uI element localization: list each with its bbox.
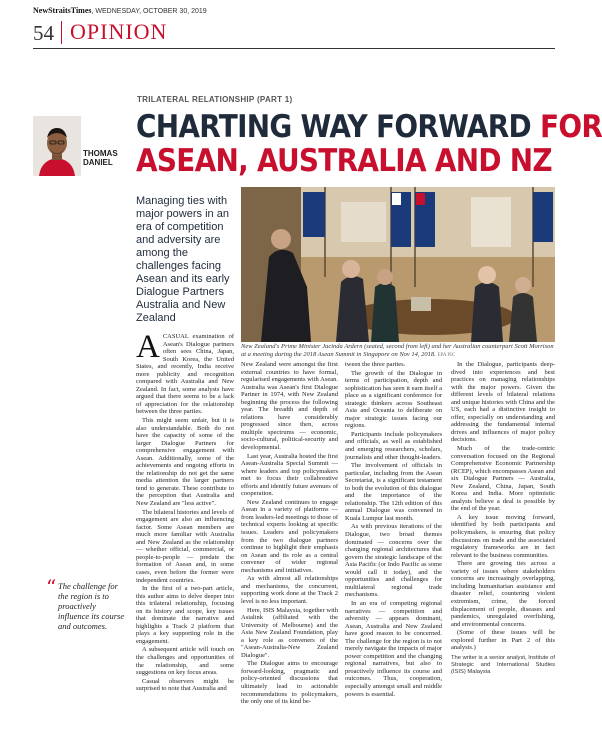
paragraph: The growth of the Dialogue in terms of participation, depth and sophistication has seen it earn itself a place as a significant conference for strategic thinkers across Southeast Asia and Oceania to deliberate on major strategic issues facing our regions. [345,369,442,430]
author-last-name: DANIEL [83,158,113,167]
masthead [33,6,207,15]
photo-caption [241,343,557,359]
paragraph: ACASUAL examination of Asean's Dialogue partners often sees China, Japan, South Korea, the United States, and recently, India receive more publicity and recognition compared with Australia and New Zealand. In fact, some analysts have argued that there seems to be a lack of appreciation for the relationship between the three parties. [136,329,234,416]
paragraph: tween the three parties. [345,361,406,368]
paragraph: Much of the trade-centric conversation focused on the Regional Comprehensive Economic Partnership (RCEP), which encompasses Asean and six Dialogue Partners — Australia, New Zealand, China, Japan, South Korea and India. More optimistic analysts believe a deal is possible by the end of the year. [451,445,555,513]
paragraph: New Zealand were amongst the first external countries to have formal, regularised engagements with Asean. Australia was Asean's first Dialogue Partner in 1974, with New Zealand beginning the process the following year. The breadth and depth of relations have considerably progressed since then, across multiple spectrums — economic, socio-cultural, political-security and developmental. [241,361,338,452]
author-first-name: THOMAS [83,149,118,158]
headline [136,109,602,179]
paragraph: There are growing ties across a variety of issues where stakeholders concerns are increasingly overlapping, including humanitarian assistance and disaster relief, countering violent extremism, crime, the forced displacement of people, diseases and pandemics, unregulated overfishing, and environmental concerns. [451,560,555,628]
headline-line2: ASEAN, AUSTRALIA AND NZ [136,143,552,179]
paragraph: Casual observers might be surprised to note that Australia and [136,677,234,693]
paragraph: In the Dialogue, participants deep-dived into experiences and best practices on managing relationships with the major powers. Given the different levels of bilateral relations and unique histories with China and the US, each had a distinctive insight to offer, especially on understanding and addressing the fundamental internal drives and influences of major policy decisions. [451,361,555,444]
pull-quote: The challenge for the region is to proactively influence its course and outcomes. [58,581,125,631]
article-kicker: TRILATERAL RELATIONSHIP (PART 1) [137,95,293,104]
paragraph: Participants include policymakers and officials, as well as established and emerging researchers, scholars, journalists and other thought-leaders. [345,430,442,461]
masthead-brand: NewStraitsTimes [33,6,92,15]
photo-credit: EPA PIC [437,352,456,358]
headline-line1: CHARTING WAY FORWARD [136,109,532,145]
paragraph: The Dialogue aims to encourage forward-looking, pragmatic and policy-oriented discussions that ultimately lead to actionable recommendations to policymakers, the only one of its kind be- [241,660,338,706]
paragraph: The involvement of officials in particular, including from the Asean Secretariat, is a significant testament to both the evolution of this dialogue and the importance of the relationship. The 12th edition of this annual Dialogue was convened in Kuala Lumpur last month. [345,462,442,522]
masthead-date: , WEDNESDAY, OCTOBER 30, 2019 [91,8,207,15]
paragraph: A subsequent article will touch on the challenges and opportunities of the relationship, and some suggestions on key focus areas. [136,646,234,677]
paragraph: In an era of competing regional narratives — competition and adversity — appears dominant, Asean, Australia and New Zealand have good reason to be concerned. The challenge for the region is to not merely navigate the impacts of major power competition and the changing regional narratives, but also to proactively influence its course and outcomes. Thus, cooperation, especially amongst small and middle powers is essential. [345,599,442,698]
photo-caption-text: New Zealand's Prime Minister Jacinda Ardern (seated, second from left) and her Australian counterpart Scott Morrison at a meeting during the 2018 Asean Summit in Singapore on Nov 14, 2018. [241,343,554,358]
headline-accent: FOR [540,109,602,145]
paragraph: As with previous iterations of the Dialogue, two broad themes dominated — concerns over the changing regional architectures that govern the strategic landscape of the Asia Pacific (or Indo Pacific as some would call it today), and the opportunities and challenges for multilateral regional trade mechanisms. [345,523,442,599]
author-bio: The writer is a senior analyst, Institute of Strategic and International Studies (ISIS) Malaysia [451,654,555,675]
quote-mark-icon: “ [46,575,57,599]
article-column-1 [136,329,234,694]
section-divider [61,21,62,44]
author-name [83,149,118,167]
article-column-2 [241,361,338,707]
header-rule [33,48,555,49]
article-column-3 [345,361,442,699]
paragraph: (Some of these issues will be explored further in Part 2 of this analysis.) [451,629,555,652]
article-column-4 [451,361,555,677]
drop-cap: A [136,329,160,365]
paragraph: As with almost all relationships and mechanisms, the concurrent, supporting work done at the Track 2 level is no less important. [241,575,338,605]
paragraph: The bilateral histories and levels of engagement are also an influencing factor. Some Asean members are much more familiar with Australia and New Zealand as the relationship — whether official, commercial, or people-to-people — predate the formation of Asean and, in some cases, even before the former were independent countries. [136,508,234,584]
article-photo [241,187,555,342]
paragraph: New Zealand continues to engage Asean in a variety of platforms — from leaders-led meetings to those of technical experts looking at specific issues. Leaders and policymakers from the two dialogue partners continue to highlight their emphasis on Asean and its role as a central convener of wider regional mechanisms and initiatives. [241,498,338,574]
author-photo [33,116,81,176]
paragraph: Last year, Australia hosted the first Asean-Australia Special Summit — where leaders and top policymakers met to focus their collaborative efforts and identify future avenues of cooperation. [241,452,338,498]
paragraph: A key issue moving forward, identified by both participants and policymakers, is ensuring that policy discussions on trade and the associated regulatory frameworks are in fact relevant to the business communities. [451,513,555,559]
article-deck: Managing ties with major powers in an era of competition and adversity are among the challenges facing Asean and its early Dialogue Partners Australia and New Zealand [136,195,230,324]
section-title: OPINION [70,19,168,44]
page-number: 54 [33,21,54,45]
paragraph: In the first of a two-part article, this author aims to delve deeper into this trilateral relationship, focusing on its history and scope, key issues that dominate the narrative and highlights a Track 2 platform that plays a key supporting role in the engagement. [136,585,234,645]
paragraph: This might seem unfair, but it is also understandable. Both do not have the capacity of some of the larger Dialogue Partners for comprehensive engagement with Asean. Additionally, some of the achievements and ongoing efforts in the relationship do not get the same media attention the larger partners tend to generate. These contribute to the perception that Australia and New Zealand are "less active". [136,417,234,508]
paragraph: Here, ISIS Malaysia, together with Asialink (affiliated with the University of Melbourne) and the Asia New Zealand Foundation, play a key role as conveners of the "Asean-Australia-New Zealand Dialogue". [241,606,338,659]
